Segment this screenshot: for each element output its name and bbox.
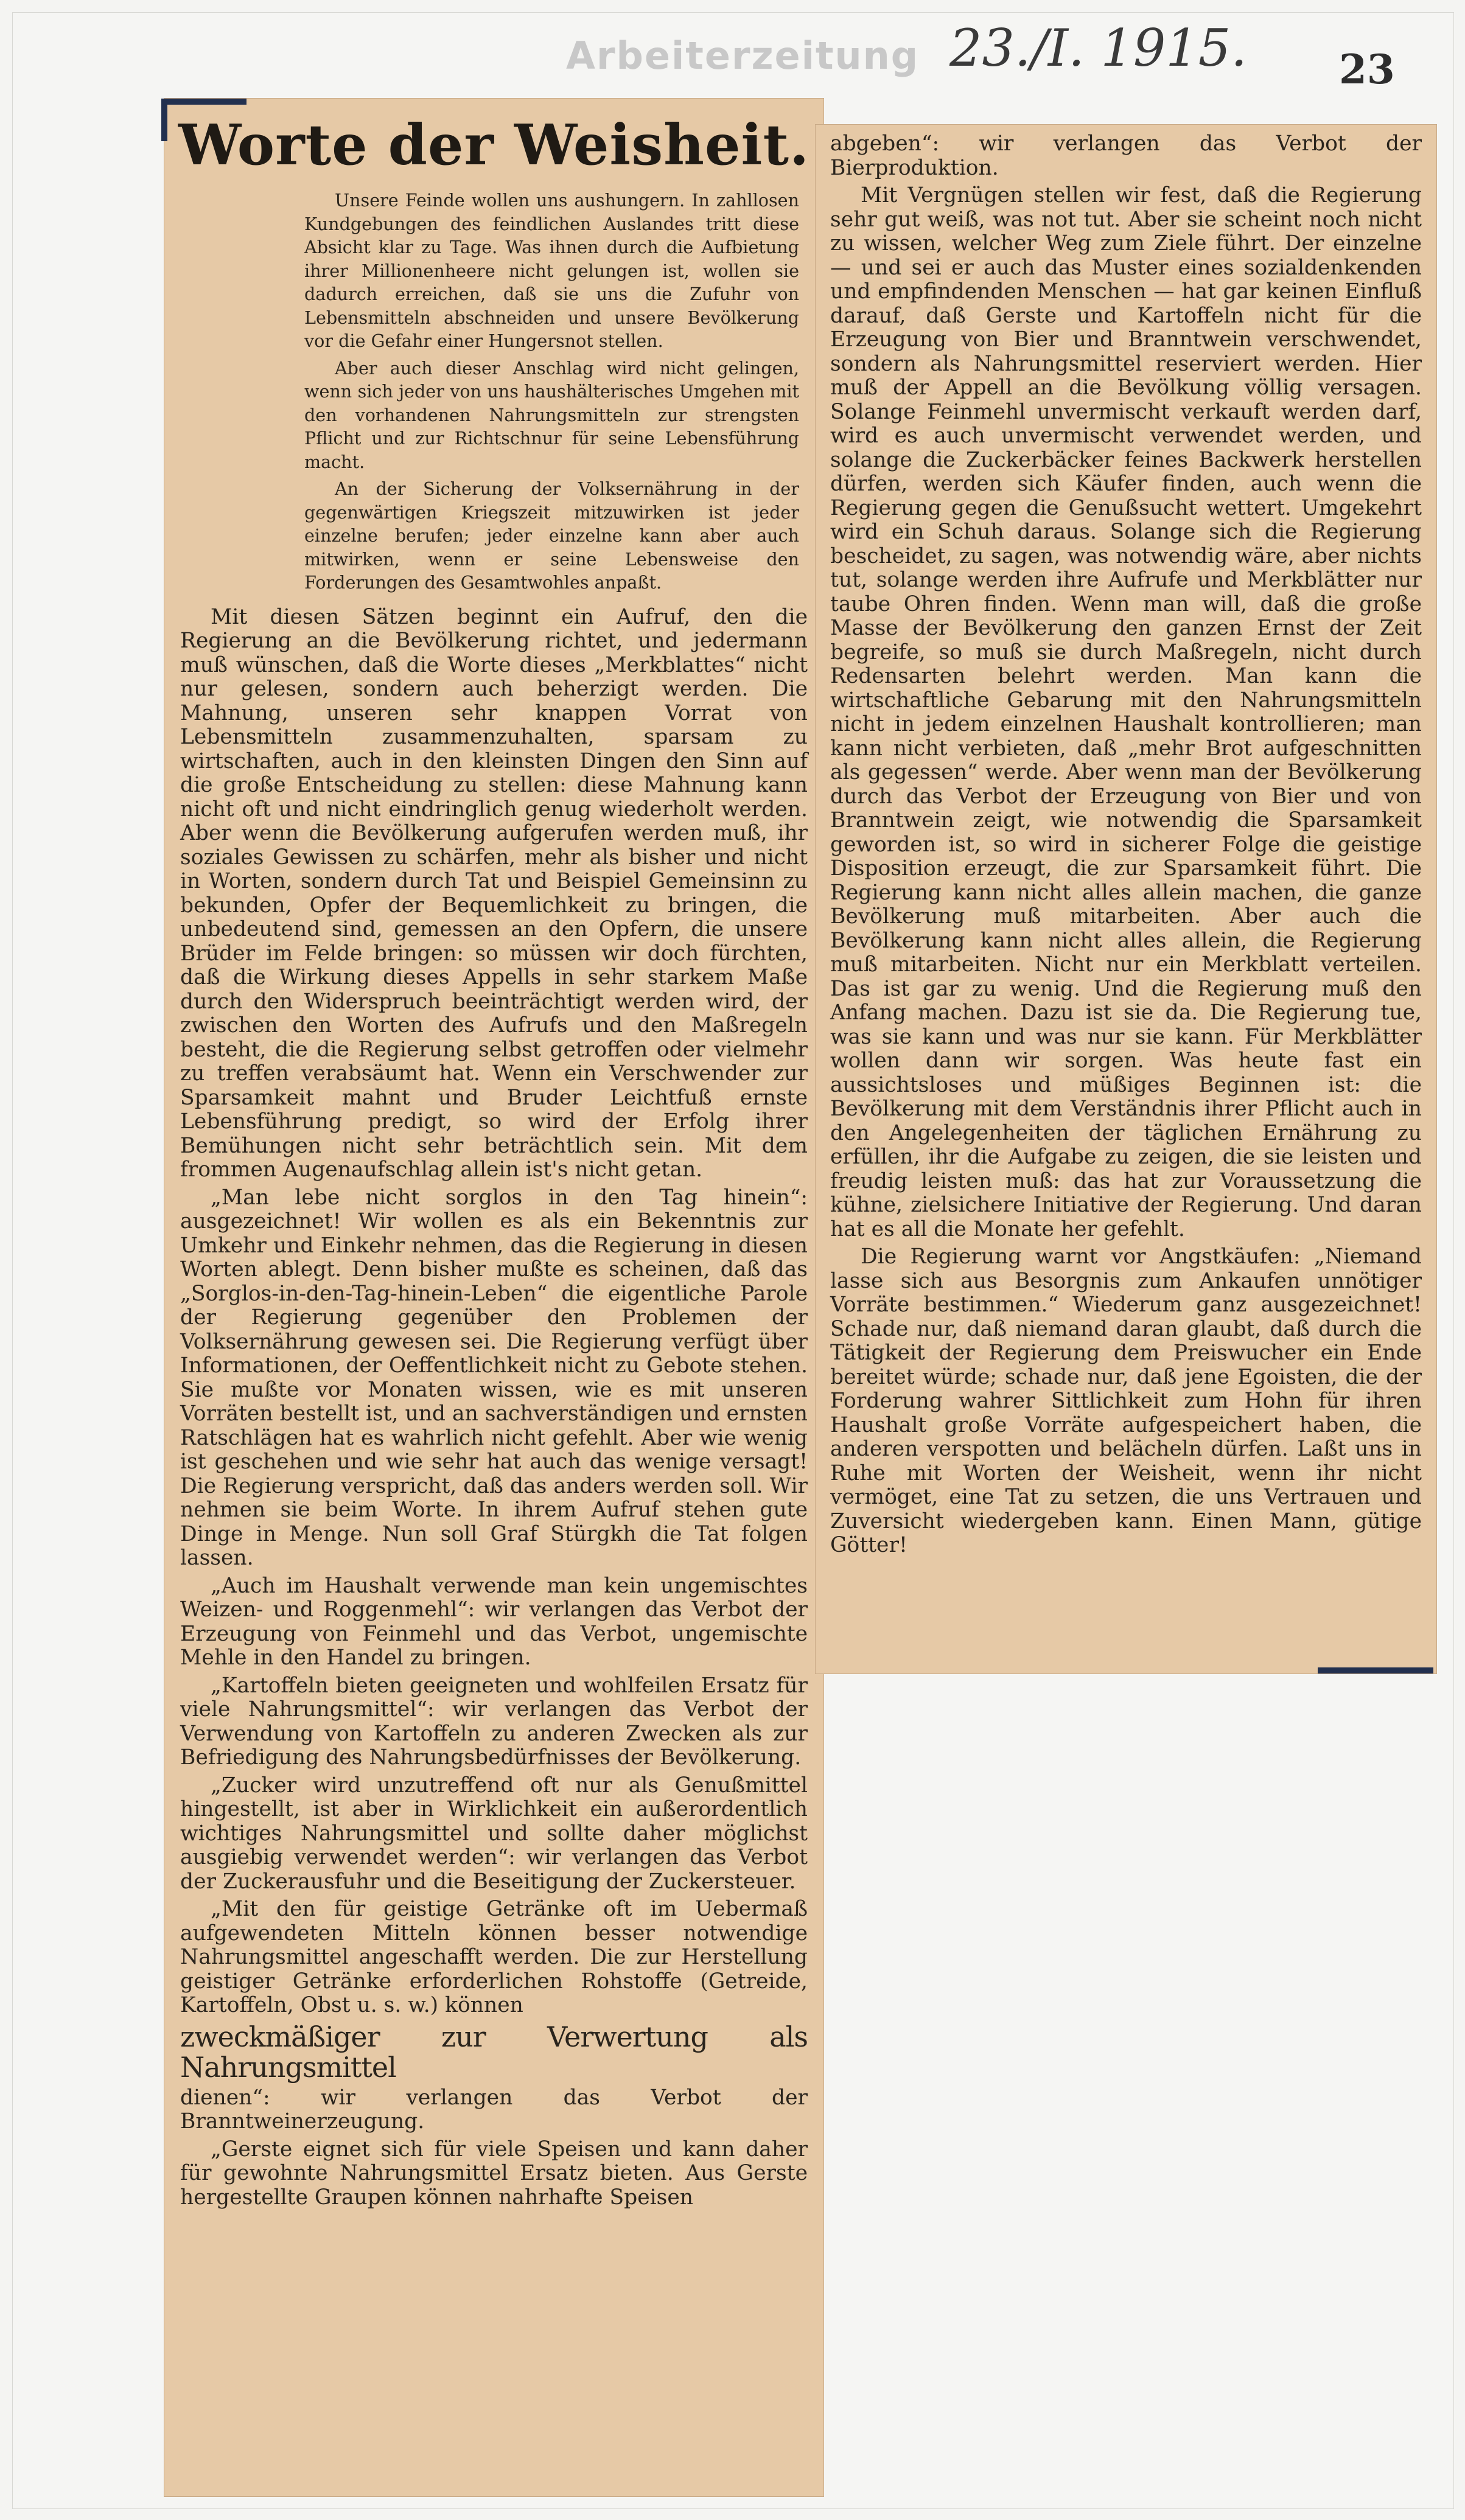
- handwritten-date: 23./I. 1915.: [949, 18, 1247, 78]
- body-paragraph: „Zucker wird unzutreffend oft nur als Genußmittel hingestellt, ist aber in Wirklichkeit ein außerordentlich wichtiges Nahrungsmittel und sollte daher möglichst ausgiebig verwendet werden“: wir verlangen das Verbot der Zuckerausfuhr und die Beseitigung der Zuckersteuer.: [180, 1773, 808, 1894]
- blue-marker-top: [161, 99, 246, 105]
- body-paragraph: Die Regierung warnt vor Angstkäufen: „Niemand lasse sich aus Besorgnis zum Ankaufen unnötiger Vorräte bestimmen.“ Wiederum ganz ausgezeichnet! Schade nur, daß niemand daran glaubt, daß durch die Tätigkeit der Regierung dem Preiswucher ein Ende bereitet würde; schade nur, daß jene Egoisten, die der Forderung wahrer Sittlichkeit zum Hohn für ihren Haushalt große Vorräte aufgespeichert haben, die anderen verspotten und belächeln dürfen. Laßt uns in Ruhe mit Worten der Weisheit, wenn ihr nicht vermöget, eine Tat zu setzen, die uns Vertrauen und Zuversicht wiedergeben kann. Einen Mann, gütige Götter!: [830, 1244, 1422, 1557]
- article-title: Worte der Weisheit.: [178, 112, 810, 178]
- intro-paragraph: Unsere Feinde wollen uns aushungern. In zahllosen Kundgebungen des feindlichen Auslandes tritt diese Absicht klar zu Tage. Was ihnen durch die Aufbietung ihrer Millionenheere nicht gelungen ist, wollen sie dadurch erreichen, daß sie uns die Zufuhr von Lebensmitteln abschneiden und unsere Bevölkerung vor die Gefahr einer Hungersnot stellen.: [304, 190, 799, 351]
- clipping-right-column: [816, 125, 1436, 1674]
- body-paragraph: dienen“: wir verlangen das Verbot der Branntweinerzeugung.: [180, 2085, 808, 2134]
- emphasized-line: zweckmäßiger zur Verwertung als Nahrungsmittel: [180, 2020, 808, 2084]
- body-paragraph: „Auch im Haushalt verwende man kein ungemischtes Weizen- und Roggenmehl“: wir verlangen das Verbot der Erzeugung von Feinmehl und das Verbot, ungemischte Mehle in den Handel zu bringen.: [180, 1573, 808, 1670]
- body-paragraph: „Mit den für geistige Getränke oft im Uebermaß aufgewendeten Mitteln können besser notwendige Nahrungsmittel angeschafft werden. Die zur Herstellung geistiger Getränke erforderlichen Rohstoffe (Getreide, Kartoffeln, Obst u. s. w.) können: [180, 1897, 808, 2017]
- body-paragraph: Mit diesen Sätzen beginnt ein Aufruf, den die Regierung an die Bevölkerung richtet, und jedermann muß wünschen, daß die Worte dieses „Merkblattes“ nicht nur gelesen, sondern auch beherzigt werden. Die Mahnung, unseren sehr knappen Vorrat von Lebensmitteln zusammenzuhalten, sparsam zu wirtschaften, auch in den kleinsten Dingen den Sinn auf die große Entscheidung zu stellen: diese Mahnung kann nicht oft und nicht eindringlich genug wiederholt werden. Aber wenn die Bevölkerung aufgerufen werden muß, ihr soziales Gewissen zu schärfen, mehr als bisher und nicht in Worten, sondern durch Tat und Beispiel Gemeinsinn zu bekunden, Opfer der Bequemlichkeit zu bringen, die unbedeutend sind, gemessen an den Opfern, die unsere Brüder im Felde bringen: so müssen wir doch fürchten, daß die Wirkung dieses Appells in sehr starkem Maße durch den Widerspruch beeinträchtigt werden wird, der zwischen den Worten des Aufrufs und den Maßregeln besteht, die die Regierung selbst getroffen oder vielmehr zu treffen verabsäumt hat. Wenn ein Verschwender zur Sparsamkeit mahnt und Bruder Leichtfuß ernste Lebensführung predigt, so wird der Erfolg ihrer Bemühungen nicht sehr beträchtlich sein. Mit dem frommen Augenaufschlag allein ist's nicht getan.: [180, 604, 808, 1182]
- blue-marker-bottom: [1318, 1667, 1433, 1674]
- body-paragraph: Mit Vergnügen stellen wir fest, daß die Regierung sehr gut weiß, was not tut. Aber sie scheint noch nicht zu wissen, welcher Weg zum Ziele führt. Der einzelne — und sei er auch das Muster eines sozialdenkenden und empfindenden Menschen — hat gar keinen Einfluß darauf, daß Gerste und Kartoffeln nicht für die Erzeugung von Bier und Branntwein verschwendet, sondern als Nahrungsmittel reserviert werden. Hier muß der Appell an die Bevölkung völlig versagen. Solange Feinmehl unvermischt verkauft werden darf, wird es auch unvermischt verwendet werden, und solange die Zuckerbäcker feines Backwerk herstellen dürfen, werden sich Käufer finden, auch wenn die Regierung gegen die Genußsucht wettert. Umgekehrt wird ein Schuh daraus. Solange sich die Regierung bescheidet, zu sagen, was notwendig wäre, aber nichts tut, solange werden ihre Aufrufe und Merkblätter nur taube Ohren finden. Wenn man will, daß die große Masse der Bevölkerung den ganzen Ernst der Zeit begreife, so muß sie durch Maßregeln, nicht durch Redensarten belehrt werden. Man kann die wirtschaftliche Gebarung mit den Nahrungsmitteln nicht in jedem einzelnen Haushalt kontrollieren; man kann nicht verbieten, daß „mehr Brot aufgeschnitten als gegessen“ werde. Aber wenn man der Bevölkerung durch das Verbot der Erzeugung von Bier und von Branntwein zeigt, wie notwendig die Sparsamkeit geworden ist, so wird in sicherer Folge die geistige Disposition erzeugt, die zur Sparsamkeit führt. Die Regierung kann nicht alles allein machen, die ganze Bevölkerung muß mitarbeiten. Aber auch die Bevölkerung kann nicht alles allein, die Regierung muß mitarbeiten. Nicht nur ein Merkblatt verteilen. Das ist gar zu wenig. Und die Regierung muß den Anfang machen. Dazu ist sie da. Die Regierung tue, was sie kann und was nur sie kann. Für Merkblätter wollen dann wir sorgen. Was heute fast ein aussichtsloses und müßiges Beginnen ist: die Bevölkerung mit dem Verständnis ihrer Pflicht auch in den Angelegenheiten der täglichen Ernährung zu erfüllen, ihr die Aufgabe zu zeigen, die sie leisten und freudig leisten muß: das hat zur Voraussetzung die kühne, zielsichere Initiative der Regierung. Und daran hat es all die Monate her gefehlt.: [830, 183, 1422, 1241]
- body-paragraph: „Man lebe nicht sorglos in den Tag hinein“: ausgezeichnet! Wir wollen es als ein Bekenntnis zur Umkehr und Einkehr nehmen, das die Regierung in diesen Worten ablegt. Denn bisher mußte es scheinen, daß das „Sorglos-in-den-Tag-hinein-Leben“ die eigentliche Parole der Regierung gegenüber den Problemen der Volksernährung gewesen sei. Die Regierung verfügt über Informationen, der Oeffentlichkeit nicht zu Gebote stehen. Sie mußte vor Monaten wissen, wie es mit unseren Vorräten bestellt ist, und an sachverständigen und ernsten Ratschlägen hat es wahrlich nicht gefehlt. Aber wie wenig ist geschehen und wie sehr hat auch das wenige versagt! Die Regierung verspricht, daß das anders werden soll. Wir nehmen sie beim Worte. In ihrem Aufruf stehen gute Dinge in Menge. Nun soll Graf Stürgkh die Tat folgen lassen.: [180, 1185, 808, 1570]
- left-column-body: [164, 598, 823, 2210]
- right-column-body: [816, 125, 1436, 1558]
- page-number: 23: [1339, 46, 1395, 93]
- clipping-left-column: [164, 99, 823, 2496]
- article-intro: [164, 189, 823, 595]
- blue-marker-left: [161, 99, 167, 141]
- body-paragraph: abgeben“: wir verlangen das Verbot der Bierproduktion.: [830, 131, 1422, 180]
- body-paragraph: „Kartoffeln bieten geeigneten und wohlfeilen Ersatz für viele Nahrungsmittel“: wir verlangen das Verbot der Verwendung von Kartoffeln zu anderen Zwecken als zur Befriedigung des Nahrungsbedürfnisses der Bevölkerung.: [180, 1673, 808, 1770]
- intro-paragraph: An der Sicherung der Volksernährung in der gegenwärtigen Kriegszeit mitzuwirken ist jeder einzelne berufen; jeder einzelne kann aber auch mitwirken, wenn er seine Lebensweise den Forderungen des Gesamtwohles anpaßt.: [304, 478, 799, 593]
- intro-paragraph: Aber auch dieser Anschlag wird nicht gelingen, wenn sich jeder von uns haushälterisches Umgehen mit den vorhandenen Nahrungsmitteln zur strengsten Pflicht und zur Richtschnur für seine Lebensführung macht.: [304, 357, 799, 472]
- body-paragraph: „Gerste eignet sich für viele Speisen und kann daher für gewohnte Nahrungsmittel Ersatz bieten. Aus Gerste hergestellte Graupen können nahrhafte Speisen: [180, 2137, 808, 2210]
- newspaper-stamp: Arbeiterzeitung: [566, 33, 920, 78]
